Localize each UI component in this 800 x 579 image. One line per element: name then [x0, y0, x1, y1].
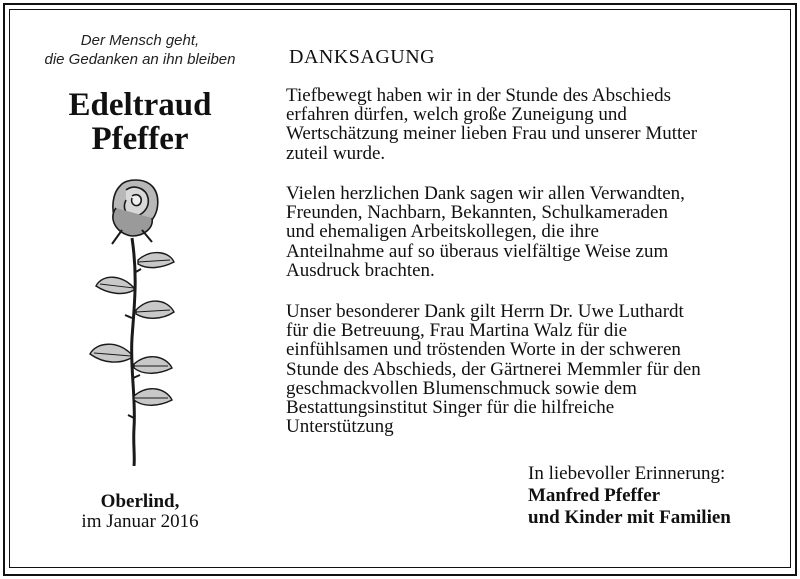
deceased-last-name: Pfeffer [91, 121, 189, 157]
rose-with-stem-icon [82, 178, 178, 466]
deceased-first-name: Edeltraud [68, 87, 212, 123]
deceased-name [22, 88, 258, 156]
signature [528, 463, 731, 529]
text-line: Anteilnahme auf so überaus vielfältige Weise zum [286, 240, 669, 262]
text-line: Tiefbewegt haben wir in der Stunde des Abschieds [286, 85, 672, 106]
text-line: für die Betreuung, Frau Martina Walz für die [286, 320, 628, 342]
text-line: Vielen herzlichen Dank sagen wir allen Verwandten, [286, 183, 685, 204]
town: Oberlind, [100, 491, 180, 512]
text-line: Freunden, Nachbarn, Bekannten, Schulkameraden [286, 202, 668, 224]
text-line: zuteil wurde. [286, 142, 386, 164]
motto-line: Der Mensch geht, [80, 32, 200, 49]
signature-family: und Kinder mit Familien [528, 507, 731, 528]
date: im Januar 2016 [81, 511, 199, 532]
text-line: Unterstützung [286, 416, 394, 438]
heading: DANKSAGUNG [289, 46, 436, 68]
text-line: einfühlsamen und tröstenden Worte in der schweren [286, 339, 681, 361]
text-line: erfahren dürfen, welch große Zuneigung und [286, 104, 627, 126]
paragraph-1 [286, 86, 756, 163]
signature-intro: In liebevoller Erinnerung: [528, 463, 726, 484]
text-line: Stunde des Abschieds, der Gärtnerei Memmler für den [286, 358, 701, 380]
text-line: Wertschätzung meiner lieben Frau und unserer Mutter [286, 123, 698, 145]
text-line: Bestattungsinstitut Singer für die hilfreiche [286, 397, 615, 419]
text-line: Unser besonderer Dank gilt Herrn Dr. Uwe Luthardt [286, 301, 684, 322]
text-line: und ehemaligen Arbeitskollegen, die ihre [286, 221, 599, 243]
motto-line: die Gedanken an ihn bleiben [44, 51, 236, 68]
text-line: geschmackvollen Blumenschmuck sowie dem [286, 377, 637, 399]
motto [22, 31, 258, 69]
paragraph-3 [286, 302, 756, 436]
place-and-date [22, 492, 258, 532]
signature-name: Manfred Pfeffer [528, 485, 661, 506]
paragraph-2 [286, 184, 756, 280]
text-line: Ausdruck brachten. [286, 259, 435, 281]
